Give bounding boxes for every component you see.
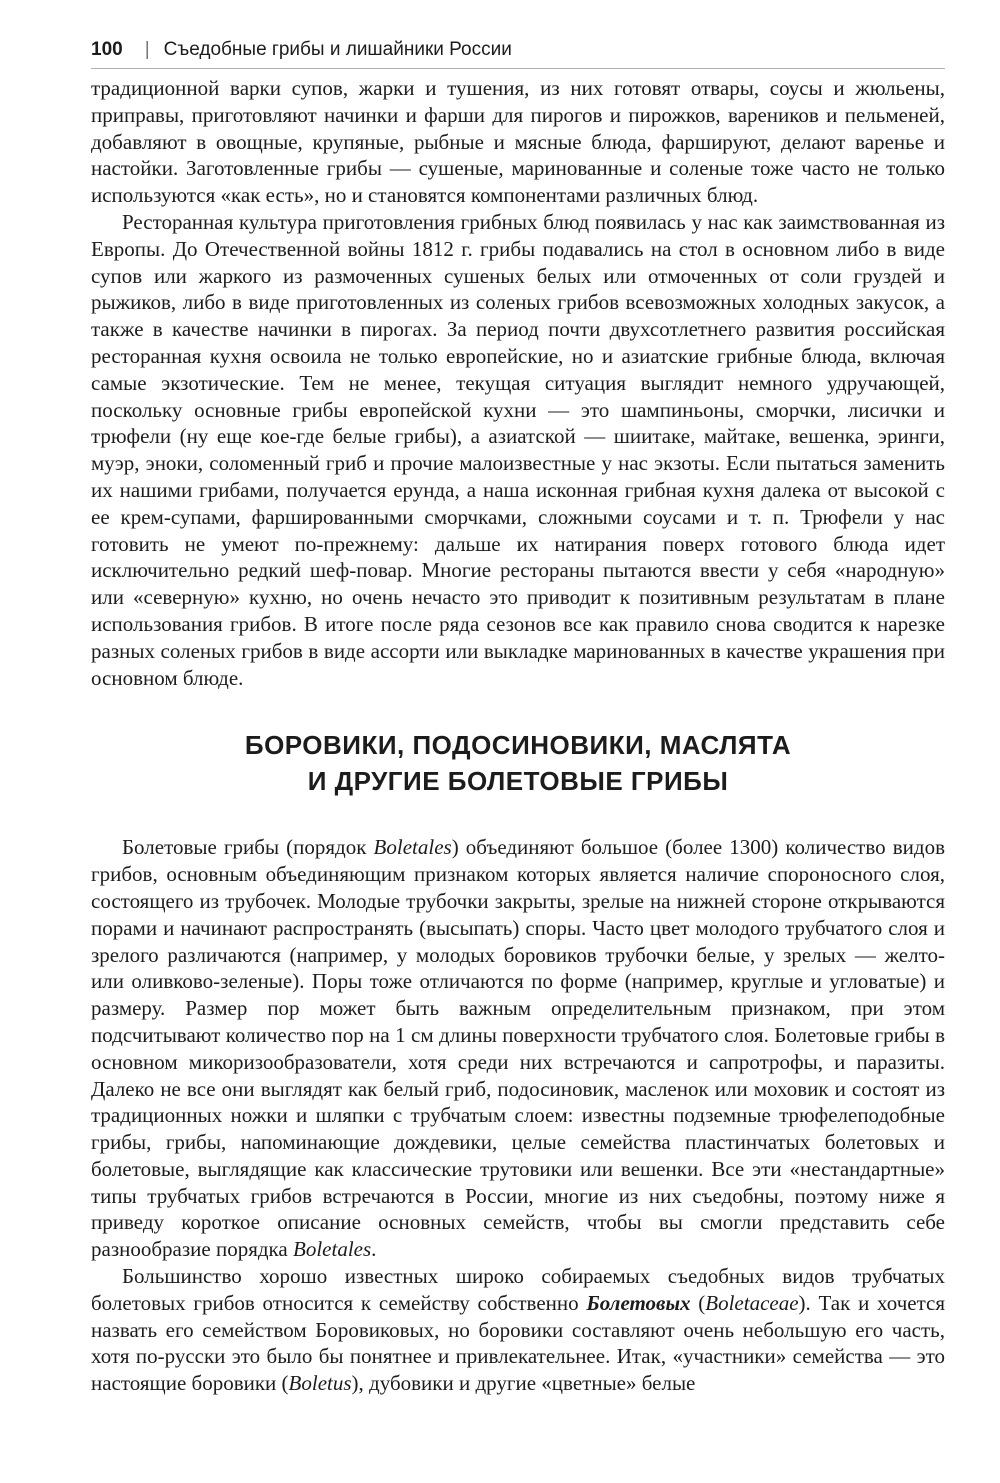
latin-term: Boletus xyxy=(288,1371,352,1396)
section-heading xyxy=(91,727,945,799)
text-run: Болетовые грибы (порядок xyxy=(122,835,374,860)
header-rule xyxy=(91,68,945,69)
paragraph-boletaceae xyxy=(91,1263,945,1397)
latin-term: Boletales xyxy=(373,835,452,860)
page-number: 100 xyxy=(91,39,123,60)
section-heading-line-2: И ДРУГИЕ БОЛЕТОВЫЕ ГРИБЫ xyxy=(307,766,729,797)
family-name: Болетовых xyxy=(586,1290,691,1315)
text-run: ). Так и хочется назвать его семейством Боровиковых, но боровики составляют очень небольшую его часть, хотя по-русски это было бы понятнее и привлекательнее. Итак, «участники» семейства — это настоящие боровики ( xyxy=(91,1290,945,1396)
text-run: . xyxy=(371,1237,377,1262)
paragraph-boletales-intro xyxy=(91,834,945,1263)
paragraph-continued: традиционной варки супов, жарки и тушения, из них готовят отвары, соусы и жюльены, приправы, приготовляют начинки и фарши для пирогов и пирожков, вареников и пельменей, добавляют в овощные, крупяные, рыбные и мясные блюда, фаршируют, делают варенье и настойки. Заготовленные грибы — сушеные, маринованные и соленые тоже часто не только используются «как есть», но и становятся компонентами различных блюд. xyxy=(91,76,945,208)
paragraph-restaurant-culture: Ресторанная культура приготовления грибных блюд появилась у нас как заимствованная из Европы. До Отечественной войны 1812 г. грибы подавались на стол в основном либо в виде супов или жаркого из размоченных сушеных белых или отмоченных от соли груздей и рыжиков, либо в виде приготовленных из соленых грибов всевозможных холодных закусок, а также в качестве начинки в пирогах. За период почти двухсотлетнего развития российская ресторанная кухня освоила не только европейские, но и азиатские грибные блюда, включая самые экзотические. Тем не менее, текущая ситуация выглядит немного удручающей, поскольку основные грибы европейской кухни — это шампиньоны, сморчки, лисички и трюфели (ну еще кое-где белые грибы), а азиатской — шиитаке, майтаке, вешенка, эринги, муэр, эноки, соломенный гриб и прочие малоизвестные у нас экзоты. Если пытаться заменить их нашими грибами, получается ерунда, а наша исконная грибная кухня далека от высокой с ее крем-супами, фаршированными сморчками, сложными соусами и т. п. Трюфели у нас готовить не умеют по-прежнему: дальше их натирания поверх готового блюда идет исключительно редкий шеф-повар. Многие рестораны пытаются ввести у себя «народную» или «северную» кухню, но очень нечасто это приводит к позитивным результатам в плане использования грибов. В итоге после ряда сезонов все как правило снова сводится к нарезке разных соленых грибов в виде ассорти или выкладке маринованных в качестве украшения при основном блюде. xyxy=(91,209,945,690)
text-run: Большинство хорошо известных широко собираемых съедобных видов трубчатых болетовых грибов относится к семейству собственно xyxy=(91,1264,945,1315)
running-title: Съедобные грибы и лишайники России xyxy=(163,39,512,60)
text-run: ( xyxy=(690,1290,706,1315)
latin-term: Boletaceae xyxy=(705,1290,799,1315)
page-body xyxy=(91,75,945,1397)
text-run: ) объединяют большое (более 1300) количество видов грибов, основным объединяющим признаком которых является наличие спороносного слоя, состоящего из трубочек. Молодые трубочки закрыты, зрелые на нижней стороне открываются порами и начинают распространять (высыпать) споры. Часто цвет молодого трубчатого слоя и зрелого различаются (например, у молодых боровиков трубочки белые, у зрелых — желто- или оливково-зеленые). Поры тоже отличаются по форме (например, круглые и угловатые) и размеру. Размер пор может быть важным определительным признаком, при этом подсчитывают количество пор на 1 см длины поверхности трубчатого слоя. Болетовые грибы в основном микоризообразователи, хотя среди них встречаются и сапротрофы, и паразиты. Далеко не все они выглядят как белый гриб, подосиновик, масленок или моховик и состоят из традиционных ножки и шляпки с трубчатым слоем: известны подземные трюфелеподобные грибы, грибы, напоминающие дождевики, целые семейства пластинчатых болетовых и болетовые, выглядящие как классические трутовики или вешенки. Все эти «нестандартные» типы трубчатых грибов встречаются в России, многие из них съедобны, поэтому ниже я приведу короткое описание основных семейств, чтобы вы смогли представить себе разнообразие порядка xyxy=(91,835,945,1262)
latin-term: Boletales xyxy=(293,1237,372,1262)
running-header xyxy=(91,34,945,66)
text-run: ), дубовики и другие «цветные» белые xyxy=(351,1371,696,1396)
header-separator: | xyxy=(144,39,150,60)
section-heading-line-1: БОРОВИКИ, ПОДОСИНОВИКИ, МАСЛЯТА xyxy=(244,730,792,761)
